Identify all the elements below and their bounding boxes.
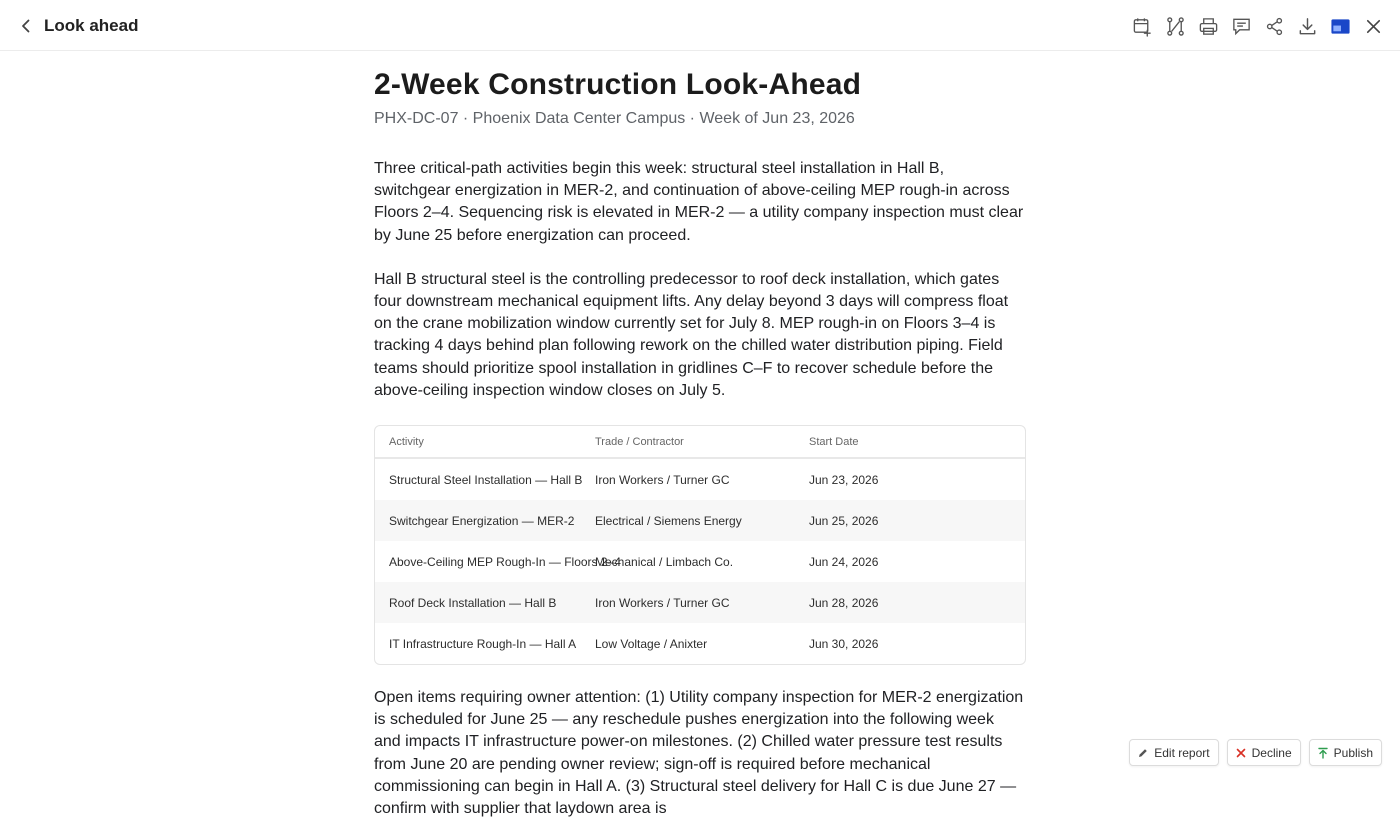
publish-icon [1317,747,1329,759]
column-header-activity: Activity [389,435,424,448]
calendar-add-icon[interactable] [1131,15,1153,37]
trade-cell: Mechanical / Limbach Co. [595,554,734,569]
print-icon[interactable] [1197,15,1219,37]
table-row[interactable] [375,623,1025,664]
start-date-cell: Jun 24, 2026 [809,554,879,569]
report-subtitle: PHX-DC-07 · Phoenix Data Center Campus · Week of Jun 23, 2026 [374,110,855,127]
back-chevron-icon[interactable] [16,16,36,36]
table-row[interactable] [375,582,1025,623]
comment-icon[interactable] [1230,15,1252,37]
column-header-trade: Trade / Contractor [595,435,684,448]
publish-button[interactable] [1309,739,1382,766]
start-date-cell: Jun 28, 2026 [809,595,879,610]
table-row[interactable] [375,541,1025,582]
trade-cell: Iron Workers / Turner GC [595,472,730,487]
summary-paragraph: Three critical-path activities begin this week: structural steel installation in Hall B, switchgear energization in MER-2, and continuation of above-ceiling MEP rough-in across Floors 2–4. Sequencing risk is elevated in MER-2 — a utility company inspection must clear by June 25 before energization can proceed. [374,160,1024,244]
detail-paragraph: Hall B structural steel is the controlling predecessor to roof deck installation, which gates four downstream mechanical equipment lifts. Any delay beyond 3 days will compress float on the crane mobilization window currently set for July 8. MEP rough-in on Floors 3–4 is tracking 4 days behind plan following rework on the chilled water distribution piping. Field teams should prioritize spool installation in gridlines C–F to recover schedule before the above-ceiling inspection window closes on July 5. [374,270,1009,399]
activity-cell: Switchgear Energization — MER-2 [389,513,575,528]
publish-label: Publish [1333,745,1373,760]
action-bar [1129,739,1382,766]
decline-button[interactable] [1227,739,1301,766]
picture-in-picture-icon[interactable] [1329,15,1351,37]
report-title: 2-Week Construction Look-Ahead [374,68,862,101]
start-date-cell: Jun 25, 2026 [809,513,879,528]
column-header-start-date: Start Date [809,435,859,448]
table-header-row [375,426,1025,459]
top-bar [0,0,1400,51]
pencil-icon [1137,747,1149,759]
close-icon[interactable] [1362,15,1384,37]
activity-cell: Roof Deck Installation — Hall B [389,595,557,610]
table-row[interactable] [375,500,1025,541]
start-date-cell: Jun 30, 2026 [809,636,879,651]
x-icon [1235,747,1247,759]
start-date-cell: Jun 23, 2026 [809,472,879,487]
open-items-paragraph: Open items requiring owner attention: (1) Utility company inspection for MER-2 energization is scheduled for June 25 — any reschedule pushes energization into the following week and impacts IT infrastructure power-on milestones. (2) Chilled water pressure test results from June 20 are pending owner review; sign-off is required before mechanical commissioning can begin in Hall A. (3) Structural steel delivery for Hall C is due June 27 — confirm with supplier that laydown area is [374,689,1024,818]
trade-cell: Iron Workers / Turner GC [595,595,730,610]
activity-cell: Structural Steel Installation — Hall B [389,472,583,487]
edit-report-button[interactable] [1129,739,1218,766]
share-icon[interactable] [1263,15,1285,37]
page-title: Look ahead [44,16,139,35]
download-icon[interactable] [1296,15,1318,37]
table-row[interactable] [375,459,1025,500]
trade-cell: Electrical / Siemens Energy [595,513,742,528]
activity-cell: IT Infrastructure Rough-In — Hall A [389,636,577,651]
report-document [374,68,1024,820]
activities-table [374,425,1026,665]
toolbar [1131,15,1384,37]
activity-cell: Above-Ceiling MEP Rough-In — Floors 2–4 [389,554,621,569]
trade-cell: Low Voltage / Anixter [595,636,708,651]
compare-icon[interactable] [1164,15,1186,37]
decline-label: Decline [1251,745,1292,760]
edit-report-label: Edit report [1154,745,1210,760]
